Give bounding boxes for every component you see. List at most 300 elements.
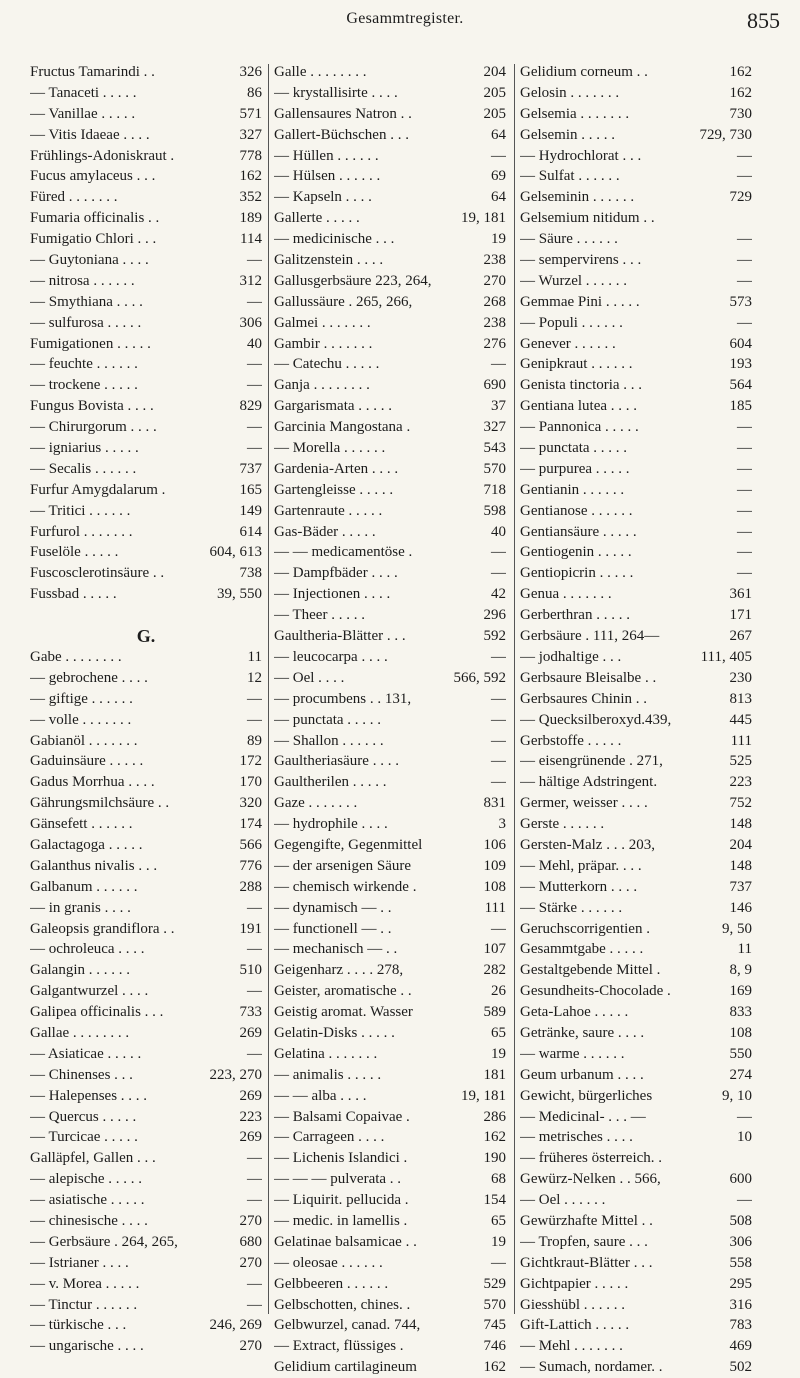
- entry-term: Gelatin-Disks . . . . .: [274, 1024, 395, 1041]
- entry-term: — Smythiana . . . .: [30, 293, 143, 310]
- index-entry: [30, 710, 262, 731]
- entry-term: — Gerbsäure . 264, 265,: [30, 1233, 178, 1250]
- entry-pages: —: [734, 146, 752, 167]
- entry-term: — Hülsen . . . . . .: [274, 168, 381, 185]
- entry-pages: 778: [237, 146, 263, 167]
- index-entry: [274, 1211, 506, 1232]
- entry-pages: 592: [481, 626, 507, 647]
- entry-term: — volle . . . . . . .: [30, 711, 132, 728]
- entry-pages: 42: [488, 584, 506, 605]
- entry-pages: 589: [481, 1002, 507, 1023]
- entry-term: — trockene . . . . .: [30, 377, 138, 394]
- entry-pages: 270: [481, 271, 507, 292]
- entry-term: Gabianöl . . . . . . .: [30, 732, 138, 749]
- entry-term: — türkische . . .: [30, 1317, 127, 1334]
- entry-pages: —: [244, 438, 262, 459]
- entry-term: Getränke, saure . . . .: [520, 1024, 645, 1041]
- entry-term: — Theer . . . . .: [274, 607, 365, 624]
- index-entry: [30, 1148, 262, 1169]
- index-entry: [30, 647, 262, 668]
- entry-pages: —: [488, 751, 506, 772]
- entry-pages: —: [734, 522, 752, 543]
- entry-term: Gift-Lattich . . . . .: [520, 1317, 630, 1334]
- entry-term: Fumigationen . . . . .: [30, 335, 151, 352]
- index-entry: [30, 1044, 262, 1065]
- entry-term: — nitrosa . . . . . .: [30, 272, 135, 289]
- entry-pages: 718: [481, 480, 507, 501]
- entry-pages: 274: [727, 1065, 753, 1086]
- entry-pages: 246, 269: [207, 1315, 263, 1336]
- entry-pages: 306: [727, 1232, 753, 1253]
- entry-term: Gaduinsäure . . . . .: [30, 753, 144, 770]
- index-entry: [520, 689, 752, 710]
- index-entry: [520, 1023, 752, 1044]
- index-entry: [274, 334, 506, 355]
- entry-term: Gentiansäure . . . . .: [520, 523, 637, 540]
- index-entry: [520, 501, 752, 522]
- column-divider: [514, 64, 515, 1314]
- index-entry: [520, 668, 752, 689]
- entry-pages: —: [244, 710, 262, 731]
- index-entry: [520, 1357, 752, 1378]
- index-entry: [274, 125, 506, 146]
- entry-pages: 65: [488, 1211, 506, 1232]
- index-entry: [520, 835, 752, 856]
- entry-term: Gichtkraut-Blätter . . .: [520, 1254, 653, 1271]
- index-entry: [30, 375, 262, 396]
- entry-term: — Tritici . . . . . .: [30, 502, 131, 519]
- entry-pages: 204: [727, 835, 753, 856]
- entry-term: — purpurea . . . . .: [520, 460, 630, 477]
- entry-pages: 9, 50: [719, 919, 752, 940]
- entry-term: Garcinia Mangostana .: [274, 419, 411, 436]
- entry-term: — procumbens . . 131,: [274, 690, 412, 707]
- index-entry: [520, 1002, 752, 1023]
- index-entry: [520, 981, 752, 1002]
- index-entry: [274, 960, 506, 981]
- entry-pages: —: [734, 313, 752, 334]
- index-columns: [30, 62, 780, 1376]
- page-header: [30, 10, 780, 36]
- index-entry: [274, 877, 506, 898]
- index-entry: [274, 647, 506, 668]
- entry-term: Gas-Bäder . . . . .: [274, 523, 376, 540]
- index-entry: [274, 1315, 506, 1336]
- entry-pages: 746: [481, 1336, 507, 1357]
- entry-term: Gewürz-Nelken . . 566,: [520, 1171, 661, 1188]
- entry-pages: 174: [237, 814, 263, 835]
- index-entry: [520, 146, 752, 167]
- entry-pages: 205: [481, 83, 507, 104]
- index-entry: [274, 229, 506, 250]
- entry-pages: 40: [244, 334, 262, 355]
- entry-term: Gelseminin . . . . . .: [520, 189, 635, 206]
- entry-pages: 312: [237, 271, 263, 292]
- entry-pages: 107: [481, 939, 507, 960]
- entry-pages: 149: [237, 501, 263, 522]
- index-entry: [520, 313, 752, 334]
- index-entry: [520, 166, 752, 187]
- index-entry: [30, 208, 262, 229]
- entry-term: Galitzenstein . . . .: [274, 252, 384, 269]
- entry-term: Gentianin . . . . . .: [520, 481, 625, 498]
- entry-pages: 282: [481, 960, 507, 981]
- index-entry: [274, 62, 506, 83]
- entry-pages: 8, 9: [727, 960, 753, 981]
- index-entry: [30, 1336, 262, 1357]
- entry-term: — Liquirit. pellucida .: [274, 1192, 409, 1209]
- entry-term: — Secalis . . . . . .: [30, 460, 137, 477]
- entry-pages: —: [488, 731, 506, 752]
- entry-pages: 737: [727, 877, 753, 898]
- index-entry: [274, 710, 506, 731]
- entry-pages: 604: [727, 334, 753, 355]
- entry-pages: 172: [237, 751, 263, 772]
- entry-pages: 148: [727, 814, 753, 835]
- entry-term: — Mutterkorn . . . .: [520, 878, 638, 895]
- entry-term: Furfurol . . . . . . .: [30, 523, 133, 540]
- entry-term: — Stärke . . . . . .: [520, 899, 623, 916]
- entry-pages: —: [734, 271, 752, 292]
- index-entry: [30, 793, 262, 814]
- entry-pages: —: [244, 981, 262, 1002]
- entry-term: Gewicht, bürgerliches: [520, 1087, 653, 1104]
- index-entry: [274, 375, 506, 396]
- index-entry: [30, 1127, 262, 1148]
- entry-term: Fuscosclerotinsäure . .: [30, 565, 165, 582]
- entry-pages: 600: [727, 1169, 753, 1190]
- entry-term: — punctata . . . . .: [274, 711, 382, 728]
- index-entry: [520, 1044, 752, 1065]
- entry-term: — punctata . . . . .: [520, 440, 628, 457]
- entry-term: — leucocarpa . . . .: [274, 648, 388, 665]
- index-entry: [274, 459, 506, 480]
- index-entry: [274, 1023, 506, 1044]
- entry-term: — in granis . . . .: [30, 899, 131, 916]
- index-entry: [520, 438, 752, 459]
- entry-term: Gerbstoffe . . . . .: [520, 732, 622, 749]
- entry-pages: 111: [728, 731, 752, 752]
- entry-term: Gestaltgebende Mittel .: [520, 962, 661, 979]
- entry-term: — sempervirens . . .: [520, 252, 642, 269]
- index-entry: [520, 1232, 752, 1253]
- index-entry: [520, 1336, 752, 1357]
- entry-term: — Turcicae . . . . .: [30, 1129, 138, 1146]
- index-entry: [274, 1044, 506, 1065]
- entry-pages: 269: [237, 1086, 263, 1107]
- index-entry: [30, 501, 262, 522]
- index-entry: [30, 584, 262, 605]
- entry-term: Galgantwurzel . . . .: [30, 983, 149, 1000]
- index-entry: [520, 1253, 752, 1274]
- entry-pages: 543: [481, 438, 507, 459]
- entry-term: Gentiogenin . . . . .: [520, 544, 632, 561]
- index-entry: [30, 542, 262, 563]
- entry-term: Gallert-Büchschen . . .: [274, 126, 409, 143]
- index-entry: [520, 396, 752, 417]
- entry-pages: 573: [727, 292, 753, 313]
- index-entry: [30, 334, 262, 355]
- entry-pages: —: [244, 250, 262, 271]
- entry-term: — Tropfen, saure . . .: [520, 1233, 648, 1250]
- entry-pages: 191: [237, 919, 263, 940]
- entry-term: — asiatische . . . . .: [30, 1192, 145, 1209]
- index-entry: [520, 1315, 752, 1336]
- index-entry: [274, 1253, 506, 1274]
- section-letter-heading: [30, 626, 262, 647]
- entry-term: — Shallon . . . . . .: [274, 732, 384, 749]
- entry-pages: 204: [481, 62, 507, 83]
- index-entry: [520, 417, 752, 438]
- entry-pages: 571: [237, 104, 263, 125]
- index-entry: [274, 522, 506, 543]
- entry-pages: 529: [481, 1274, 507, 1295]
- entry-term: — sulfurosa . . . . .: [30, 314, 142, 331]
- index-entry: [274, 981, 506, 1002]
- entry-term: — Pannonica . . . . .: [520, 419, 639, 436]
- entry-term: — jodhaltige . . .: [520, 648, 622, 665]
- entry-pages: 729: [727, 187, 753, 208]
- entry-term: — Chirurgorum . . . .: [30, 419, 157, 436]
- entry-term: Fructus Tamarindi . .: [30, 64, 155, 80]
- entry-pages: 295: [727, 1274, 753, 1295]
- entry-term: Fussbad . . . . .: [30, 586, 117, 603]
- entry-term: — Oel . . . .: [274, 669, 345, 686]
- entry-term: Gewürzhafte Mittel . .: [520, 1212, 653, 1229]
- entry-pages: 3: [496, 814, 507, 835]
- entry-pages: 833: [727, 1002, 753, 1023]
- entry-pages: —: [244, 1190, 262, 1211]
- entry-term: G.: [136, 626, 156, 647]
- index-entry: [274, 1190, 506, 1211]
- index-entry: [520, 605, 752, 626]
- entry-pages: —: [488, 689, 506, 710]
- index-entry: [520, 647, 752, 668]
- index-entry: [30, 919, 262, 940]
- entry-term: — gebrochene . . . .: [30, 669, 148, 686]
- index-entry: [274, 919, 506, 940]
- entry-term: Gelbbeeren . . . . . .: [274, 1275, 389, 1292]
- entry-pages: —: [734, 1107, 752, 1128]
- index-entry: [520, 354, 752, 375]
- index-entry: [274, 793, 506, 814]
- entry-pages: 26: [488, 981, 506, 1002]
- entry-pages: —: [734, 250, 752, 271]
- index-entry: [520, 814, 752, 835]
- entry-pages: 64: [488, 125, 506, 146]
- index-entry: [520, 584, 752, 605]
- index-entry: [520, 751, 752, 772]
- entry-pages: 68: [488, 1169, 506, 1190]
- entry-pages: 558: [727, 1253, 753, 1274]
- index-entry: [30, 1295, 262, 1316]
- entry-term: — warme . . . . . .: [520, 1045, 625, 1062]
- entry-term: — Tinctur . . . . . .: [30, 1296, 138, 1313]
- entry-pages: —: [488, 563, 506, 584]
- entry-term: Gichtpapier . . . . .: [520, 1275, 629, 1292]
- entry-term: Gelbwurzel, canad. 744,: [274, 1317, 421, 1334]
- entry-term: — Hydrochlorat . . .: [520, 147, 642, 164]
- index-entry: [520, 334, 752, 355]
- entry-pages: 776: [237, 856, 263, 877]
- index-entry: [274, 417, 506, 438]
- index-entry: [520, 104, 752, 125]
- entry-term: — Asiaticae . . . . .: [30, 1045, 142, 1062]
- index-entry: [274, 1107, 506, 1128]
- index-entry: [274, 501, 506, 522]
- entry-term: Gesammtgabe . . . . .: [520, 941, 644, 958]
- entry-pages: 831: [481, 793, 507, 814]
- entry-pages: 205: [481, 104, 507, 125]
- index-entry: [274, 313, 506, 334]
- entry-pages: 238: [481, 313, 507, 334]
- entry-pages: 564: [727, 375, 753, 396]
- entry-term: Gallusgerbsäure 223, 264,: [274, 272, 432, 289]
- entry-term: Gartengleisse . . . . .: [274, 481, 394, 498]
- entry-pages: 550: [727, 1044, 753, 1065]
- entry-pages: —: [734, 417, 752, 438]
- entry-term: — hältige Adstringent.: [520, 774, 658, 791]
- index-entry: [30, 856, 262, 877]
- entry-pages: 327: [481, 417, 507, 438]
- entry-term: Gelidium cartilagineum: [274, 1359, 417, 1376]
- index-entry: [30, 1107, 262, 1128]
- entry-pages: 64: [488, 187, 506, 208]
- entry-term: Genever . . . . . .: [520, 335, 616, 352]
- entry-pages: 352: [237, 187, 263, 208]
- entry-pages: 296: [481, 605, 507, 626]
- index-entry: [274, 898, 506, 919]
- entry-term: Gabe . . . . . . . .: [30, 648, 122, 665]
- index-entry: [520, 856, 752, 877]
- running-title: Gesammtregister.: [346, 10, 464, 27]
- entry-term: Gadus Morrhua . . . .: [30, 774, 155, 791]
- entry-term: Geruchscorrigentien .: [520, 920, 650, 937]
- index-entry: [30, 480, 262, 501]
- index-entry: [30, 146, 262, 167]
- entry-pages: 502: [727, 1357, 753, 1378]
- entry-pages: —: [244, 939, 262, 960]
- index-entry: [274, 1127, 506, 1148]
- entry-term: Gallae . . . . . . . .: [30, 1024, 130, 1041]
- entry-pages: 162: [481, 1357, 507, 1378]
- entry-pages: 267: [727, 626, 753, 647]
- entry-pages: —: [734, 229, 752, 250]
- index-entry: [520, 542, 752, 563]
- index-entry: [274, 1336, 506, 1357]
- entry-pages: —: [244, 375, 262, 396]
- entry-pages: 614: [237, 522, 263, 543]
- entry-pages: 11: [245, 647, 262, 668]
- entry-pages: 570: [481, 459, 507, 480]
- entry-term: — hydrophile . . . .: [274, 816, 388, 833]
- entry-term: — Wurzel . . . . . .: [520, 272, 628, 289]
- entry-pages: 288: [237, 877, 263, 898]
- entry-term: — Medicinal- . . . —: [520, 1108, 646, 1125]
- entry-pages: 114: [237, 229, 262, 250]
- index-entry: [520, 480, 752, 501]
- entry-pages: 109: [481, 856, 507, 877]
- index-entry: [30, 772, 262, 793]
- entry-pages: 752: [727, 793, 753, 814]
- index-entry: [520, 522, 752, 543]
- entry-term: — krystallisirte . . . .: [274, 84, 398, 101]
- index-entry: [520, 271, 752, 292]
- index-entry: [520, 250, 752, 271]
- index-entry: [30, 1190, 262, 1211]
- entry-term: — metrisches . . . .: [520, 1129, 633, 1146]
- index-entry: [274, 208, 506, 229]
- entry-pages: —: [734, 459, 752, 480]
- entry-term: — Lichenis Islandici .: [274, 1150, 408, 1167]
- entry-term: Gelatina . . . . . . .: [274, 1045, 378, 1062]
- entry-pages: 525: [727, 751, 753, 772]
- index-entry: [274, 772, 506, 793]
- entry-term: — Istrianer . . . .: [30, 1254, 129, 1271]
- entry-term: Fungus Bovista . . . .: [30, 398, 154, 415]
- entry-pages: 19: [488, 1232, 506, 1253]
- index-entry: [274, 1295, 506, 1316]
- index-entry: [30, 125, 262, 146]
- index-entry: [520, 83, 752, 104]
- entry-pages: 223, 270: [207, 1065, 263, 1086]
- index-entry: [30, 1315, 262, 1336]
- entry-pages: 19, 181: [458, 1086, 506, 1107]
- entry-term: Genipkraut . . . . . .: [520, 356, 633, 373]
- index-entry: [30, 1232, 262, 1253]
- entry-term: — Sumach, nordamer. .: [520, 1359, 663, 1376]
- entry-pages: 108: [727, 1023, 753, 1044]
- index-entry: [274, 1232, 506, 1253]
- entry-term: — functionell — . .: [274, 920, 392, 937]
- index-entry: [274, 104, 506, 125]
- entry-term: Furfur Amygdalarum .: [30, 481, 166, 498]
- entry-pages: 65: [488, 1023, 506, 1044]
- entry-pages: 9, 10: [719, 1086, 752, 1107]
- entry-pages: —: [488, 1253, 506, 1274]
- index-entry: [30, 898, 262, 919]
- entry-pages: —: [244, 1274, 262, 1295]
- entry-pages: 37: [488, 396, 506, 417]
- entry-term: Gelsemin . . . . .: [520, 126, 615, 143]
- index-entry: [30, 835, 262, 856]
- entry-term: — Mehl, präpar. . . .: [520, 857, 642, 874]
- entry-pages: —: [734, 166, 752, 187]
- index-entry: [30, 438, 262, 459]
- index-entry: [30, 1023, 262, 1044]
- index-entry: [30, 250, 262, 271]
- index-entry: [520, 1148, 752, 1169]
- entry-pages: —: [734, 542, 752, 563]
- index-entry: [520, 710, 752, 731]
- index-entry: [274, 146, 506, 167]
- entry-term: — Populi . . . . . .: [520, 314, 623, 331]
- entry-term: Gaultherilen . . . . .: [274, 774, 387, 791]
- entry-term: — Vanillae . . . . .: [30, 105, 136, 122]
- entry-pages: 19, 181: [458, 208, 506, 229]
- entry-pages: —: [734, 563, 752, 584]
- entry-term: — chemisch wirkende .: [274, 878, 417, 895]
- entry-term: — Sulfat . . . . . .: [520, 168, 620, 185]
- entry-pages: 320: [237, 793, 263, 814]
- entry-pages: 566: [237, 835, 263, 856]
- index-entry: [30, 1211, 262, 1232]
- entry-pages: 566, 592: [451, 668, 507, 689]
- entry-pages: 171: [727, 605, 753, 626]
- index-entry: [274, 856, 506, 877]
- entry-term: Gegengifte, Gegenmittel: [274, 836, 423, 853]
- entry-term: — der arsenigen Säure: [274, 857, 412, 874]
